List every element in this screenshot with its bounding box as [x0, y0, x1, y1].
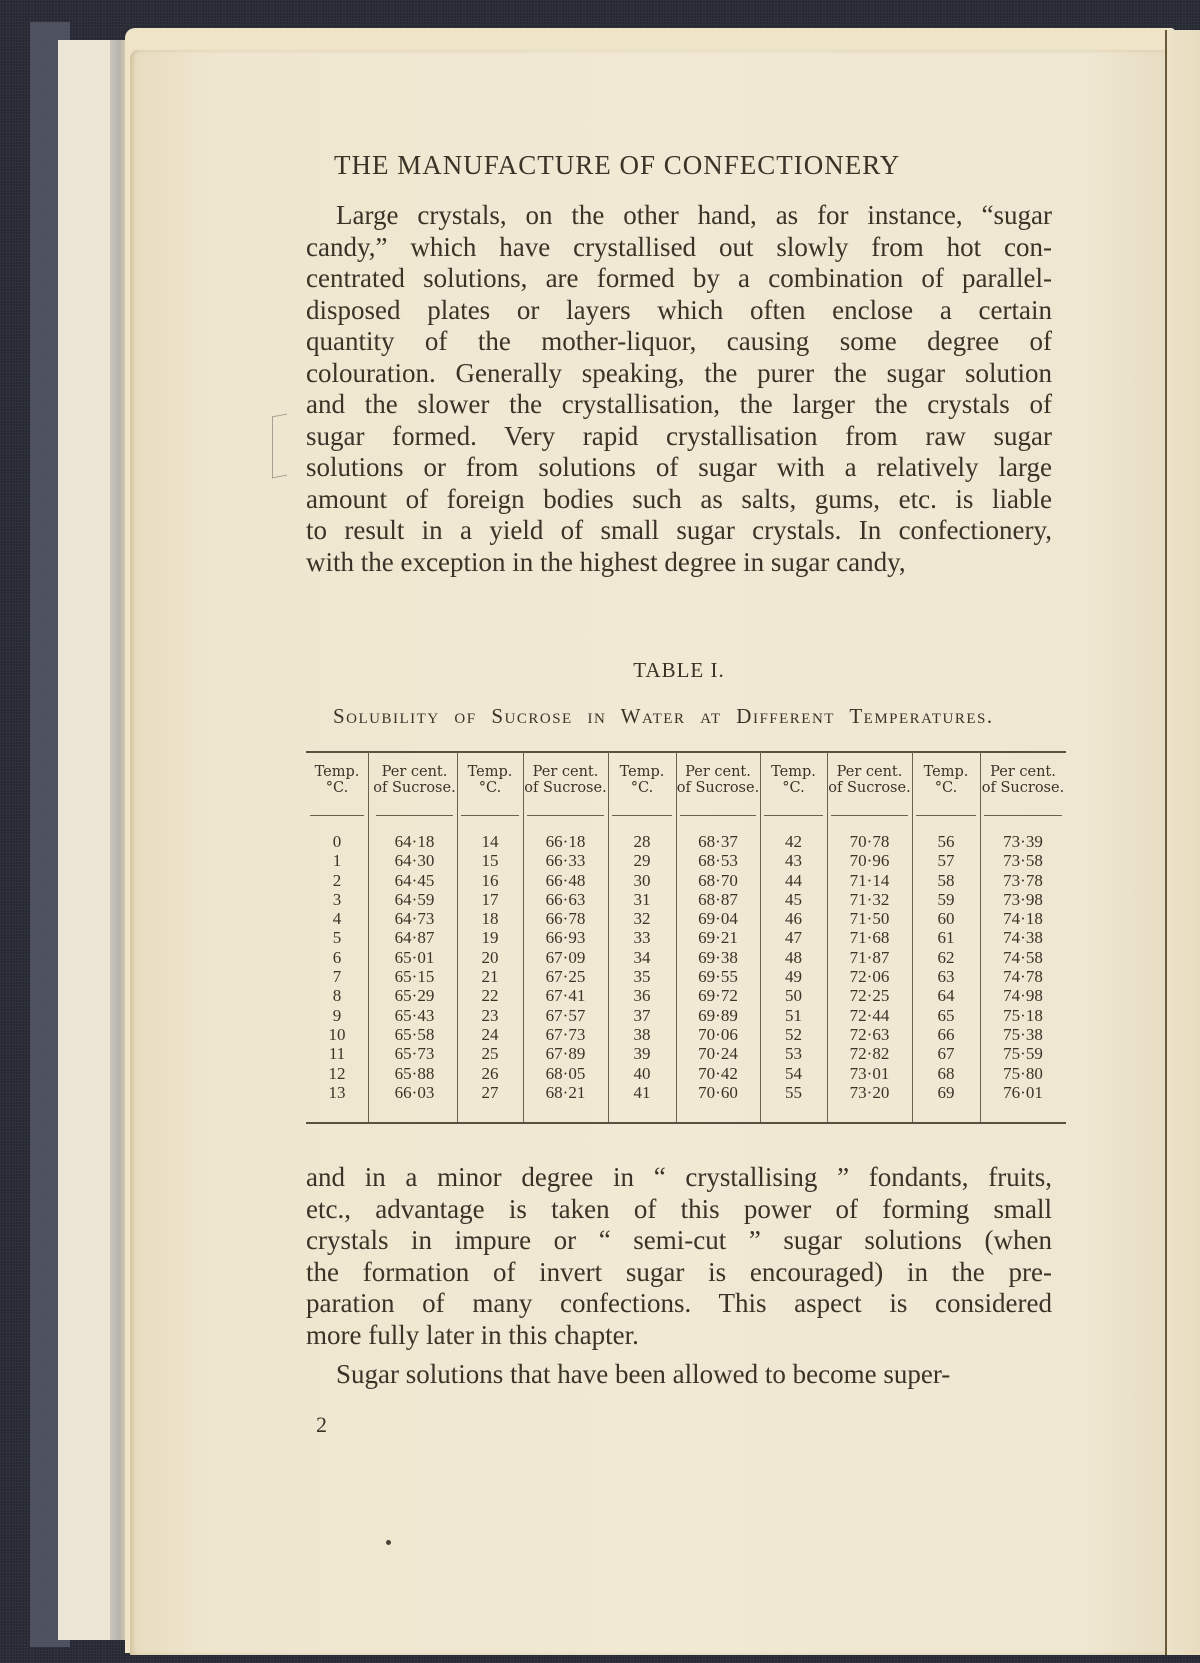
header-text: of Sucrose.	[828, 780, 911, 796]
temp-cell: 19	[481, 928, 499, 948]
header-rule	[764, 815, 823, 816]
temp-cell: 69	[937, 1082, 955, 1102]
percent-cell: 70·06	[698, 1024, 738, 1044]
temp-cell: 46	[785, 909, 802, 929]
percent-cell: 66·48	[545, 870, 586, 890]
temp-cell: 30	[633, 870, 651, 890]
temp-cell: 42	[785, 832, 802, 851]
header-text: of Sucrose.	[676, 780, 760, 796]
temp-cell: 21	[481, 967, 499, 987]
header-text: °C.	[782, 780, 805, 796]
header-text: Temp.	[467, 764, 513, 780]
temp-cell: 51	[785, 1005, 802, 1025]
header-percent	[676, 764, 760, 796]
temp-cell: 38	[633, 1024, 651, 1044]
temp-cell: 34	[633, 947, 651, 967]
text-line: more fully later in this chapter.	[306, 1319, 639, 1350]
percent-cell: 69·89	[698, 1005, 738, 1025]
text-line: solutions or from solutions of sugar with a relatively large	[306, 452, 1052, 482]
percent-cell: 65·01	[394, 947, 435, 967]
paragraph-2	[306, 1162, 1052, 1351]
header-rule	[831, 815, 908, 816]
percent-cell: 73·78	[1003, 870, 1043, 890]
percent-column	[523, 832, 608, 1102]
temp-cell: 25	[481, 1044, 499, 1064]
temp-cell: 62	[937, 947, 955, 967]
temp-column	[306, 832, 368, 1102]
temp-cell: 26	[481, 1063, 499, 1083]
temp-cell: 36	[633, 986, 651, 1006]
percent-cell: 74·18	[1003, 909, 1043, 929]
header-text: °C.	[478, 780, 502, 796]
temp-cell: 58	[937, 870, 955, 890]
percent-cell: 65·15	[394, 967, 435, 987]
percent-cell: 75·59	[1003, 1044, 1043, 1064]
percent-cell: 67·25	[545, 967, 586, 987]
header-text: of Sucrose.	[373, 780, 456, 796]
temp-cell: 12	[328, 1063, 346, 1083]
percent-cell: 67·73	[545, 1024, 586, 1044]
text-line: amount of foreign bodies such as salts, gums, etc. is liable	[306, 483, 1052, 514]
text-line: disposed plates or layers which often enclose a certain	[306, 294, 1052, 325]
temp-cell: 59	[937, 889, 955, 909]
temp-cell: 15	[481, 851, 499, 871]
text-line: Large crystals, on the other hand, as for instance, “sugar	[336, 200, 1052, 230]
temp-cell: 20	[481, 947, 499, 967]
percent-cell: 68·37	[698, 832, 738, 851]
temp-cell: 11	[328, 1044, 346, 1064]
temp-cell: 33	[633, 928, 651, 948]
table-caption: Solubility of Sucrose in Water at Different Temperatures.	[333, 704, 994, 728]
temp-cell: 3	[332, 889, 342, 909]
header-percent	[827, 764, 912, 796]
header-rule	[310, 815, 364, 816]
header-text: Per cent.	[685, 764, 751, 780]
text-line: crystals in impure or “ semi-cut ” sugar solutions (when	[306, 1225, 1052, 1255]
temp-cell: 48	[785, 947, 802, 967]
header-text: Temp.	[314, 764, 360, 780]
header-temp	[306, 764, 368, 796]
header-text: Per cent.	[532, 764, 599, 780]
temp-cell: 22	[481, 986, 499, 1006]
percent-cell: 68·70	[698, 870, 738, 890]
temp-cell: 56	[937, 832, 955, 851]
header-text: Per cent.	[836, 764, 903, 780]
text-line: with the exception in the highest degree in sugar candy,	[306, 546, 906, 577]
header-temp	[912, 764, 980, 796]
temp-cell: 50	[785, 986, 802, 1006]
temp-cell: 18	[481, 909, 499, 929]
temp-cell: 29	[633, 851, 651, 871]
temp-cell: 27	[481, 1082, 499, 1102]
percent-cell: 64·18	[394, 832, 435, 851]
temp-cell: 68	[937, 1063, 955, 1083]
temp-cell: 45	[785, 889, 802, 909]
temp-cell: 10	[328, 1024, 346, 1044]
table-bottom-rule	[306, 1122, 1066, 1124]
percent-cell: 71·68	[849, 928, 890, 948]
temp-cell: 32	[633, 909, 651, 929]
header-text: Temp.	[923, 764, 969, 780]
percent-cell: 66·33	[545, 851, 586, 871]
temp-cell: 49	[785, 967, 802, 987]
percent-cell: 69·04	[698, 909, 738, 929]
percent-cell: 64·45	[394, 870, 435, 890]
percent-cell: 73·39	[1003, 832, 1043, 851]
text-line: sugar formed. Very rapid crystallisation from raw sugar	[306, 420, 1052, 451]
percent-cell: 71·50	[849, 909, 890, 929]
temp-column	[912, 832, 980, 1102]
temp-cell: 66	[937, 1024, 955, 1044]
header-text: of Sucrose.	[524, 780, 607, 796]
temp-cell: 14	[481, 832, 499, 851]
percent-cell: 74·58	[1003, 947, 1043, 967]
header-text: °C.	[630, 780, 654, 796]
temp-cell: 0	[332, 832, 342, 851]
percent-cell: 65·73	[394, 1044, 435, 1064]
header-percent	[523, 764, 608, 796]
text-line: to result in a yield of small sugar crystals. In confectionery,	[306, 515, 1052, 545]
percent-cell: 67·57	[545, 1005, 586, 1025]
percent-cell: 74·98	[1003, 986, 1043, 1006]
paragraph-3	[306, 1359, 1052, 1391]
temp-cell: 64	[937, 986, 955, 1006]
ink-speck	[386, 1540, 391, 1545]
percent-cell: 75·38	[1003, 1024, 1043, 1044]
text-line: the formation of invert sugar is encouraged) in the pre-	[306, 1256, 1052, 1287]
percent-cell: 70·78	[849, 832, 890, 851]
percent-cell: 70·42	[698, 1063, 738, 1083]
percent-cell: 73·20	[849, 1082, 890, 1102]
temp-cell: 41	[633, 1082, 651, 1102]
percent-cell: 64·73	[394, 909, 435, 929]
temp-cell: 2	[332, 870, 342, 890]
header-temp	[608, 764, 676, 796]
temp-cell: 7	[332, 967, 342, 987]
header-rule	[461, 815, 519, 816]
temp-cell: 40	[633, 1063, 651, 1083]
temp-cell: 47	[785, 928, 802, 948]
temp-cell: 9	[332, 1005, 342, 1025]
temp-cell: 35	[633, 967, 651, 987]
temp-cell: 60	[937, 909, 955, 929]
percent-cell: 72·25	[849, 986, 890, 1006]
header-text: °C.	[934, 780, 958, 796]
temp-cell: 5	[332, 928, 342, 948]
text-line: Sugar solutions that have been allowed to become super-	[336, 1359, 951, 1389]
temp-cell: 6	[332, 947, 342, 967]
header-text: of Sucrose.	[981, 780, 1065, 796]
percent-cell: 67·41	[545, 986, 586, 1006]
temp-cell: 54	[785, 1063, 802, 1083]
percent-cell: 69·21	[698, 928, 738, 948]
temp-cell: 43	[785, 851, 802, 871]
page-number: 2	[316, 1412, 327, 1437]
column-divider	[368, 752, 369, 1122]
temp-cell: 65	[937, 1005, 955, 1025]
temp-cell: 39	[633, 1044, 651, 1064]
percent-column	[372, 832, 457, 1102]
temp-cell: 24	[481, 1024, 499, 1044]
percent-cell: 67·09	[545, 947, 586, 967]
percent-cell: 68·05	[545, 1063, 586, 1083]
percent-cell: 64·30	[394, 851, 435, 871]
percent-cell: 65·43	[394, 1005, 435, 1025]
temp-cell: 8	[332, 986, 342, 1006]
temp-cell: 67	[937, 1044, 955, 1064]
header-percent	[372, 764, 457, 796]
temp-column	[760, 832, 827, 1102]
percent-cell: 66·18	[545, 832, 586, 851]
percent-cell: 65·58	[394, 1024, 435, 1044]
header-text: Per cent.	[990, 764, 1056, 780]
paragraph-1	[306, 200, 1052, 578]
temp-cell: 28	[633, 832, 651, 851]
percent-cell: 71·87	[849, 947, 890, 967]
header-rule	[612, 815, 672, 816]
temp-cell: 61	[937, 928, 955, 948]
running-head: THE MANUFACTURE OF CONFECTIONERY	[334, 150, 901, 180]
percent-cell: 70·96	[849, 851, 890, 871]
header-text: °C.	[325, 780, 349, 796]
percent-cell: 73·58	[1003, 851, 1043, 871]
header-rule	[916, 815, 976, 816]
percent-cell: 69·55	[698, 967, 738, 987]
percent-column	[827, 832, 912, 1102]
percent-cell: 70·24	[698, 1044, 738, 1064]
percent-cell: 72·63	[849, 1024, 890, 1044]
temp-cell: 55	[785, 1082, 802, 1102]
temp-cell: 52	[785, 1024, 802, 1044]
text-line: centrated solutions, are formed by a combination of parallel-	[306, 263, 1052, 293]
pencil-margin-mark	[272, 414, 287, 479]
table-title: TABLE I.	[633, 658, 725, 682]
percent-cell: 75·18	[1003, 1005, 1043, 1025]
temp-column	[457, 832, 523, 1102]
header-temp	[760, 764, 827, 796]
percent-cell: 69·38	[698, 947, 738, 967]
temp-cell: 23	[481, 1005, 499, 1025]
percent-cell: 69·72	[698, 986, 738, 1006]
header-temp	[457, 764, 523, 796]
percent-cell: 66·03	[394, 1082, 435, 1102]
text-line: paration of many confections. This aspect is considered	[306, 1288, 1052, 1318]
percent-cell: 70·60	[698, 1082, 738, 1102]
text-line: and in a minor degree in “ crystallising ” fondants, fruits,	[306, 1162, 1052, 1192]
text-line: and the slower the crystallisation, the larger the crystals of	[306, 389, 1052, 419]
header-rule	[376, 815, 453, 816]
percent-cell: 67·89	[545, 1044, 586, 1064]
percent-cell: 66·63	[545, 889, 586, 909]
temp-cell: 17	[481, 889, 499, 909]
percent-cell: 72·06	[849, 967, 890, 987]
percent-cell: 65·88	[394, 1063, 435, 1083]
percent-cell: 75·80	[1003, 1063, 1043, 1083]
text-line: quantity of the mother-liquor, causing some degree of	[306, 326, 1052, 356]
percent-cell: 68·21	[545, 1082, 586, 1102]
percent-cell: 65·29	[394, 986, 435, 1006]
percent-column	[980, 832, 1066, 1102]
percent-cell: 66·93	[545, 928, 586, 948]
header-rule	[680, 815, 756, 816]
temp-cell: 57	[937, 851, 955, 871]
temp-column	[608, 832, 676, 1102]
percent-cell: 71·14	[849, 870, 890, 890]
percent-cell: 72·44	[849, 1005, 890, 1025]
percent-cell: 66·78	[545, 909, 586, 929]
percent-cell: 64·59	[394, 889, 435, 909]
text-line: etc., advantage is taken of this power of forming small	[306, 1193, 1052, 1224]
percent-column	[676, 832, 760, 1102]
percent-cell: 68·87	[698, 889, 738, 909]
temp-cell: 53	[785, 1044, 802, 1064]
percent-cell: 71·32	[849, 889, 890, 909]
header-text: Temp.	[619, 764, 665, 780]
temp-cell: 1	[332, 851, 342, 871]
temp-cell: 4	[332, 909, 342, 929]
text-line: candy,” which have crystallised out slowly from hot con-	[306, 231, 1052, 262]
header-percent	[980, 764, 1066, 796]
header-text: Temp.	[771, 764, 816, 780]
percent-cell: 73·01	[849, 1063, 890, 1083]
temp-cell: 13	[328, 1082, 346, 1102]
percent-cell: 72·82	[849, 1044, 890, 1064]
percent-cell: 68·53	[698, 851, 738, 871]
temp-cell: 63	[937, 967, 955, 987]
temp-cell: 16	[481, 870, 499, 890]
percent-cell: 74·78	[1003, 967, 1043, 987]
header-rule	[984, 815, 1062, 816]
header-rule	[527, 815, 604, 816]
table-top-rule	[306, 751, 1066, 753]
percent-cell: 76·01	[1003, 1082, 1043, 1102]
temp-cell: 31	[633, 889, 651, 909]
percent-cell: 73·98	[1003, 889, 1043, 909]
temp-cell: 37	[633, 1005, 651, 1025]
header-text: Per cent.	[381, 764, 448, 780]
percent-cell: 64·87	[394, 928, 435, 948]
temp-cell: 44	[785, 870, 802, 890]
text-line: colouration. Generally speaking, the purer the sugar solution	[306, 357, 1052, 388]
percent-cell: 74·38	[1003, 928, 1043, 948]
